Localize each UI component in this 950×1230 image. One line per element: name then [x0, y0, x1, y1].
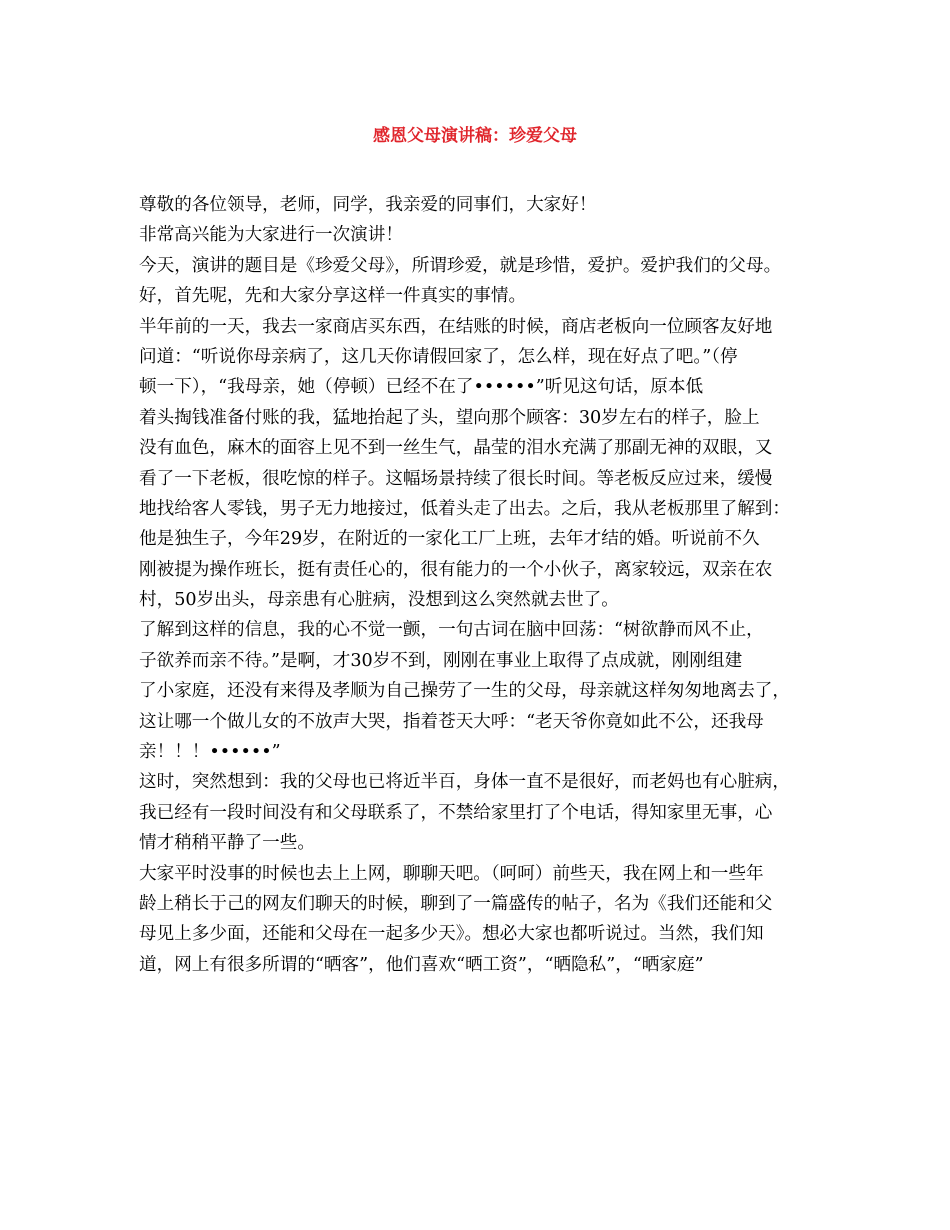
body-line: 龄上稍长于己的网友们聊天的时候，聊到了一篇盛传的帖子，名为《我们还能和父 — [139, 893, 773, 914]
body-line: 没有血色，麻木的面容上见不到一丝生气，晶莹的泪水充满了那副无神的双眼，又 — [139, 438, 773, 459]
document-body — [139, 190, 829, 980]
body-line: 看了一下老板，很吃惊的样子。这幅场景持续了很长时间。等老板反应过来，缓慢 — [139, 468, 773, 489]
body-line: 道，网上有很多所谓的“晒客”，他们喜欢“晒工资”，“晒隐私”，“晒家庭” — [139, 954, 704, 975]
body-line: 了小家庭，还没有来得及孝顺为自己操劳了一生的父母，母亲就这样匆匆地离去了， — [139, 681, 790, 702]
body-line: 母见上多少面，还能和父母在一起多少天》。想必大家也都听说过。当然，我们知 — [139, 924, 764, 945]
body-line: 非常高兴能为大家进行一次演讲！ — [139, 225, 403, 246]
body-line: 情才稍稍平静了一些。 — [139, 833, 315, 854]
body-line: 村，50岁出头，母亲患有心脏病，没想到这么突然就去世了。 — [139, 590, 619, 611]
body-line: 好，首先呢，先和大家分享这样一件真实的事情。 — [139, 286, 527, 307]
body-line: 这让哪一个做儿女的不放声大哭，指着苍天大呼：“老天爷你竟如此不公，还我母 — [139, 711, 764, 732]
body-line: 亲！！！••••••” — [139, 742, 281, 763]
body-line: 了解到这样的信息，我的心不觉一颤，一句古词在脑中回荡：“树欲静而风不止， — [139, 620, 764, 641]
body-line: 问道：“听说你母亲病了，这几天你请假回家了，怎么样，现在好点了吧。”（停 — [139, 346, 738, 367]
body-line: 子欲养而亲不待。”是啊，才30岁不到，刚刚在事业上取得了点成就，刚刚组建 — [139, 650, 743, 671]
body-line: 顿一下），“我母亲，她（停顿）已经不在了••••••”听见这句话，原本低 — [139, 377, 704, 398]
body-line: 半年前的一天，我去一家商店买东西，在结账的时候，商店老板向一位顾客友好地 — [139, 316, 773, 337]
document-title: 感恩父母演讲稿：珍爱父母 — [373, 126, 577, 146]
body-line: 尊敬的各位领导，老师，同学，我亲爱的同事们，大家好！ — [139, 195, 597, 215]
body-line: 这时，突然想到：我的父母也已将近半百，身体一直不是很好，而老妈也有心脏病， — [139, 772, 790, 793]
body-line: 着头掏钱准备付账的我，猛地抬起了头，望向那个顾客：30岁左右的样子，脸上 — [139, 407, 760, 428]
body-line: 我已经有一段时间没有和父母联系了，不禁给家里打了个电话，得知家里无事，心 — [139, 802, 773, 823]
body-line: 地找给客人零钱，男子无力地接过，低着头走了出去。之后，我从老板那里了解到： — [139, 498, 790, 519]
body-line: 他是独生子，今年29岁，在附近的一家化工厂上班，去年才结的婚。听说前不久 — [139, 529, 760, 550]
body-line: 大家平时没事的时候也去上上网，聊聊天吧。（呵呵）前些天，我在网上和一些年 — [139, 863, 764, 884]
body-line: 刚被提为操作班长，挺有责任心的，很有能力的一个小伙子，离家较远，双亲在农 — [139, 559, 773, 580]
body-line: 今天，演讲的题目是《珍爱父母》，所谓珍爱，就是珍惜，爱护。爱护我们的父母。 — [139, 255, 782, 276]
